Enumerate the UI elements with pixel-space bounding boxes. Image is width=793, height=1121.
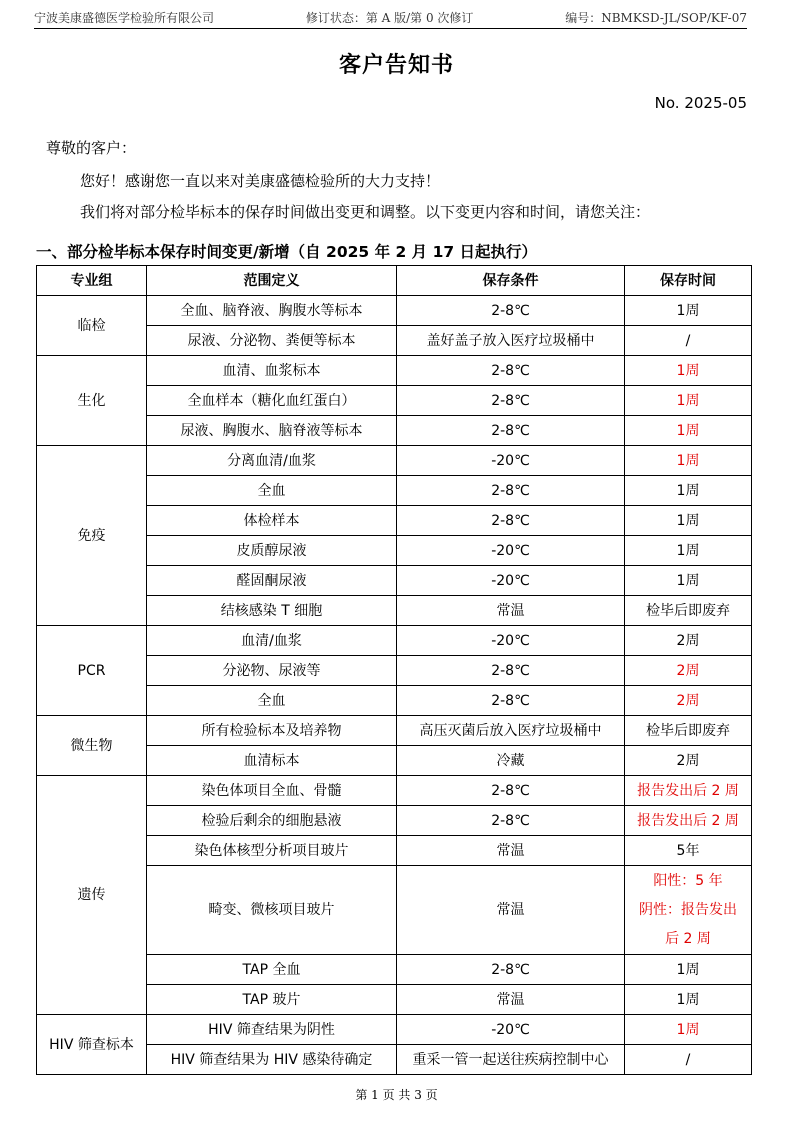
table-header-row (37, 266, 752, 296)
condition-cell: -20℃ (397, 446, 625, 476)
time-cell (625, 866, 752, 955)
time-cell: 1周 (625, 476, 752, 506)
document-code: 编号：NBMKSD-JL/SOP/KF-07 (565, 10, 747, 25)
scope-cell: 血清、血浆标本 (147, 356, 397, 386)
scope-cell: 醛固酮尿液 (147, 566, 397, 596)
condition-cell: 2-8℃ (397, 686, 625, 716)
table-row (37, 1015, 752, 1045)
scope-cell: 尿液、胸腹水、脑脊液等标本 (147, 416, 397, 446)
condition-cell: 常温 (397, 596, 625, 626)
time-cell: 报告发出后 2 周 (625, 776, 752, 806)
scope-cell: HIV 筛查结果为阴性 (147, 1015, 397, 1045)
condition-cell: 2-8℃ (397, 955, 625, 985)
retention-table (36, 265, 752, 1075)
table-row (37, 716, 752, 746)
page-title: 客户告知书 (338, 53, 454, 78)
condition-cell: 2-8℃ (397, 806, 625, 836)
time-cell: 1周 (625, 1015, 752, 1045)
condition-cell: 2-8℃ (397, 296, 625, 326)
scope-cell: 皮质醇尿液 (147, 536, 397, 566)
column-header: 保存时间 (625, 266, 752, 296)
page-number: 第 1 页 共 3 页 (355, 1088, 438, 1102)
scope-cell: 尿液、分泌物、粪便等标本 (147, 326, 397, 356)
time-cell: 2周 (625, 656, 752, 686)
scope-cell: 所有检验标本及培养物 (147, 716, 397, 746)
time-cell: 检毕后即废弃 (625, 596, 752, 626)
time-cell: 2周 (625, 626, 752, 656)
condition-cell: 重采一管一起送往疾病控制中心 (397, 1045, 625, 1075)
scope-cell: 染色体核型分析项目玻片 (147, 836, 397, 866)
time-cell: 报告发出后 2 周 (625, 806, 752, 836)
scope-cell: 血清/血浆 (147, 626, 397, 656)
group-cell: 免疫 (37, 446, 147, 626)
time-cell: 1周 (625, 506, 752, 536)
group-cell: 微生物 (37, 716, 147, 776)
page-header (34, 6, 747, 29)
table-row (37, 446, 752, 476)
time-cell: 1周 (625, 446, 752, 476)
column-header: 专业组 (37, 266, 147, 296)
time-cell: / (625, 326, 752, 356)
condition-cell: 2-8℃ (397, 506, 625, 536)
time-cell: 2周 (625, 686, 752, 716)
condition-cell: -20℃ (397, 626, 625, 656)
condition-cell: 常温 (397, 985, 625, 1015)
scope-cell: HIV 筛查结果为 HIV 感染待确定 (147, 1045, 397, 1075)
condition-cell: 常温 (397, 836, 625, 866)
company-name: 宁波美康盛德医学检验所有限公司 (34, 10, 215, 25)
scope-cell: 全血、脑脊液、胸腹水等标本 (147, 296, 397, 326)
scope-cell: 结核感染 T 细胞 (147, 596, 397, 626)
scope-cell: 染色体项目全血、骨髓 (147, 776, 397, 806)
condition-cell: -20℃ (397, 566, 625, 596)
scope-cell: 全血 (147, 476, 397, 506)
time-cell: 1周 (625, 955, 752, 985)
notice-number: No. 2025-05 (654, 94, 747, 112)
time-cell: 1周 (625, 416, 752, 446)
condition-cell: 盖好盖子放入医疗垃圾桶中 (397, 326, 625, 356)
time-cell: 1周 (625, 985, 752, 1015)
time-cell: 检毕后即废弃 (625, 716, 752, 746)
condition-cell: 常温 (397, 866, 625, 955)
column-header: 保存条件 (397, 266, 625, 296)
time-cell: 1周 (625, 356, 752, 386)
scope-cell: 畸变、微核项目玻片 (147, 866, 397, 955)
group-cell: HIV 筛查标本 (37, 1015, 147, 1075)
scope-cell: 体检样本 (147, 506, 397, 536)
group-cell: 临检 (37, 296, 147, 356)
time-line: 阴性：报告发出 (639, 901, 737, 918)
table-row (37, 296, 752, 326)
greeting: 尊敬的客户： (46, 139, 137, 157)
scope-cell: TAP 玻片 (147, 985, 397, 1015)
condition-cell: 2-8℃ (397, 356, 625, 386)
condition-cell: -20℃ (397, 1015, 625, 1045)
section-heading: 一、部分检毕标本保存时间变更/新增（自 2025 年 2 月 17 日起执行） (36, 243, 538, 261)
scope-cell: 全血 (147, 686, 397, 716)
scope-cell: 血清标本 (147, 746, 397, 776)
group-cell: 遗传 (37, 776, 147, 1015)
group-cell: PCR (37, 626, 147, 716)
time-line: 阳性：5 年 (653, 872, 723, 889)
table-row (37, 626, 752, 656)
time-cell: 1周 (625, 386, 752, 416)
revision-status: 修订状态：第 A 版/第 0 次修订 (305, 10, 474, 25)
condition-cell: 2-8℃ (397, 476, 625, 506)
time-cell: 1周 (625, 296, 752, 326)
condition-cell: 高压灭菌后放入医疗垃圾桶中 (397, 716, 625, 746)
time-line: 后 2 周 (665, 930, 711, 947)
intro-paragraph: 您好！感谢您一直以来对美康盛德检验所的大力支持！ (80, 172, 441, 190)
column-header: 范围定义 (147, 266, 397, 296)
condition-cell: -20℃ (397, 536, 625, 566)
table-row (37, 776, 752, 806)
scope-cell: 分离血清/血浆 (147, 446, 397, 476)
time-cell: 5年 (625, 836, 752, 866)
time-cell: 1周 (625, 566, 752, 596)
scope-cell: 全血样本（糖化血红蛋白） (147, 386, 397, 416)
scope-cell: 检验后剩余的细胞悬液 (147, 806, 397, 836)
scope-cell: 分泌物、尿液等 (147, 656, 397, 686)
change-paragraph: 我们将对部分检毕标本的保存时间做出变更和调整。以下变更内容和时间，请您关注： (80, 203, 651, 221)
condition-cell: 2-8℃ (397, 656, 625, 686)
condition-cell: 冷藏 (397, 746, 625, 776)
condition-cell: 2-8℃ (397, 776, 625, 806)
table-row (37, 356, 752, 386)
scope-cell: TAP 全血 (147, 955, 397, 985)
time-cell: 2周 (625, 746, 752, 776)
group-cell: 生化 (37, 356, 147, 446)
condition-cell: 2-8℃ (397, 386, 625, 416)
condition-cell: 2-8℃ (397, 416, 625, 446)
time-cell: 1周 (625, 536, 752, 566)
time-cell: / (625, 1045, 752, 1075)
